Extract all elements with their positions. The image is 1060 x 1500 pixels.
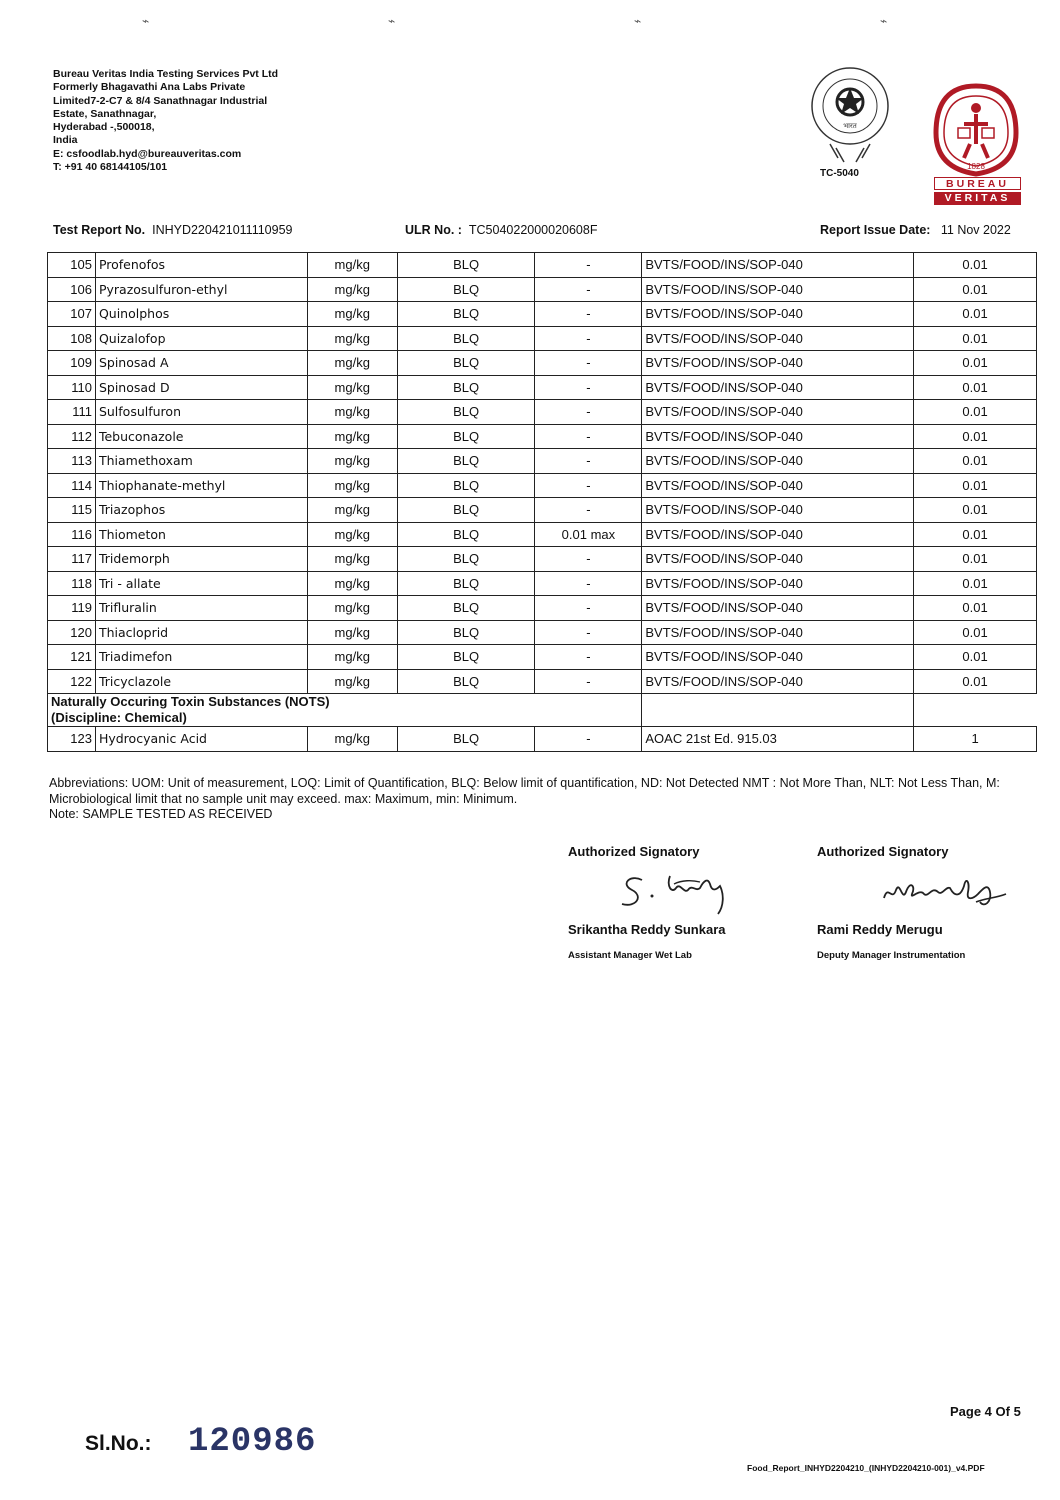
signatory-title: Authorized Signatory (817, 844, 949, 859)
signatory-designation: Assistant Manager Wet Lab (568, 950, 692, 961)
loq-cell: 1 (914, 727, 1037, 752)
address-line: Limited7-2-C7 & 8/4 Sanathnagar Industrial (53, 94, 268, 107)
method-cell: BVTS/FOOD/INS/SOP-040 (642, 473, 914, 498)
method-cell: BVTS/FOOD/INS/SOP-040 (642, 424, 914, 449)
table-row (48, 449, 1037, 474)
method-cell: BVTS/FOOD/INS/SOP-040 (642, 547, 914, 572)
uom-cell: mg/kg (307, 253, 397, 278)
sl-cell: 113 (48, 449, 96, 474)
result-cell: BLQ (397, 277, 535, 302)
sl-cell: 122 (48, 669, 96, 694)
parameter-cell: Spinosad D (95, 375, 307, 400)
loq-cell: 0.01 (914, 351, 1037, 376)
test-report-label: Test Report No. (53, 223, 146, 237)
sl-cell: 117 (48, 547, 96, 572)
uom-cell: mg/kg (307, 351, 397, 376)
signatory-1-details (568, 922, 726, 961)
parameter-cell: Profenofos (95, 253, 307, 278)
table-row (48, 547, 1037, 572)
uom-cell: mg/kg (307, 473, 397, 498)
loq-cell: 0.01 (914, 620, 1037, 645)
brand-year: 1828 (967, 162, 985, 171)
loq-cell: 0.01 (914, 473, 1037, 498)
table-row (48, 400, 1037, 425)
method-cell: BVTS/FOOD/INS/SOP-040 (642, 449, 914, 474)
table-row (48, 277, 1037, 302)
method-cell: BVTS/FOOD/INS/SOP-040 (642, 302, 914, 327)
uom-cell: mg/kg (307, 375, 397, 400)
section-title (48, 694, 642, 727)
method-cell: BVTS/FOOD/INS/SOP-040 (642, 522, 914, 547)
note-text: Note: SAMPLE TESTED AS RECEIVED (49, 807, 273, 821)
result-cell: BLQ (397, 326, 535, 351)
sl-cell: 116 (48, 522, 96, 547)
loq-cell: 0.01 (914, 571, 1037, 596)
sl-cell: 120 (48, 620, 96, 645)
ulr-label: ULR No. : (405, 223, 462, 237)
signatory-designation: Deputy Manager Instrumentation (817, 950, 966, 961)
limit-cell: - (535, 669, 642, 694)
sl-cell: 118 (48, 571, 96, 596)
limit-cell: - (535, 277, 642, 302)
brand-word-bureau: BUREAU (934, 177, 1021, 190)
serial-number-value: 120986 (188, 1423, 317, 1461)
signatory-name: Srikantha Reddy Sunkara (568, 922, 726, 937)
table-row (48, 522, 1037, 547)
limit-cell: - (535, 326, 642, 351)
limit-cell: - (535, 571, 642, 596)
parameter-cell: Sulfosulfuron (95, 400, 307, 425)
sl-cell: 119 (48, 596, 96, 621)
issue-date-value: 11 Nov 2022 (940, 223, 1011, 237)
parameter-cell: Thiometon (95, 522, 307, 547)
table-row (48, 669, 1037, 694)
limit-cell: - (535, 424, 642, 449)
result-cell: BLQ (397, 424, 535, 449)
result-cell: BLQ (397, 620, 535, 645)
result-cell: BLQ (397, 498, 535, 523)
table-row (48, 645, 1037, 670)
table-row (48, 424, 1037, 449)
method-cell: BVTS/FOOD/INS/SOP-040 (642, 326, 914, 351)
method-cell: BVTS/FOOD/INS/SOP-040 (642, 645, 914, 670)
parameter-cell: Pyrazosulfuron-ethyl (95, 277, 307, 302)
uom-cell: mg/kg (307, 727, 397, 752)
loq-cell: 0.01 (914, 302, 1037, 327)
signatory-1 (568, 844, 699, 859)
loq-cell: 0.01 (914, 547, 1037, 572)
result-cell: BLQ (397, 375, 535, 400)
loq-cell: 0.01 (914, 326, 1037, 351)
parameter-cell: Quinolphos (95, 302, 307, 327)
address-line: Formerly Bhagavathi Ana Labs Private (53, 81, 246, 94)
table-row (48, 253, 1037, 278)
test-report-value: INHYD220421011110959 (152, 223, 293, 237)
table-row (48, 326, 1037, 351)
result-cell: BLQ (397, 449, 535, 474)
page-number: Page 4 Of 5 (950, 1404, 1021, 1419)
sl-cell: 114 (48, 473, 96, 498)
table-row (48, 473, 1037, 498)
loq-cell: 0.01 (914, 253, 1037, 278)
result-cell: BLQ (397, 302, 535, 327)
sl-cell: 106 (48, 277, 96, 302)
result-cell: BLQ (397, 522, 535, 547)
loq-cell: 0.01 (914, 277, 1037, 302)
table-row (48, 596, 1037, 621)
result-cell: BLQ (397, 596, 535, 621)
parameter-cell: Tricyclazole (95, 669, 307, 694)
uom-cell: mg/kg (307, 302, 397, 327)
method-cell: BVTS/FOOD/INS/SOP-040 (642, 596, 914, 621)
table-row (48, 351, 1037, 376)
uom-cell: mg/kg (307, 498, 397, 523)
loq-cell: 0.01 (914, 498, 1037, 523)
sl-cell: 108 (48, 326, 96, 351)
loq-cell: 0.01 (914, 669, 1037, 694)
sl-cell: 109 (48, 351, 96, 376)
limit-cell: - (535, 645, 642, 670)
serial-number-label: Sl.No.: (85, 1432, 152, 1455)
signatory-title: Authorized Signatory (568, 844, 700, 859)
method-cell: BVTS/FOOD/INS/SOP-040 (642, 277, 914, 302)
result-cell: BLQ (397, 473, 535, 498)
address-line: Bureau Veritas India Testing Services Pvt Ltd (53, 68, 279, 80)
loq-cell: 0.01 (914, 522, 1037, 547)
method-cell: BVTS/FOOD/INS/SOP-040 (642, 498, 914, 523)
loq-cell: 0.01 (914, 424, 1037, 449)
uom-cell: mg/kg (307, 547, 397, 572)
limit-cell: - (535, 400, 642, 425)
parameter-cell: Thiacloprid (95, 620, 307, 645)
sl-cell: 105 (48, 253, 96, 278)
sl-cell: 123 (48, 727, 96, 752)
report-issue-date (820, 223, 1011, 237)
scan-mark: ⌁ (634, 14, 642, 28)
limit-cell: - (535, 727, 642, 752)
brand-word-veritas: VERITAS (934, 192, 1021, 205)
sl-cell: 110 (48, 375, 96, 400)
uom-cell: mg/kg (307, 620, 397, 645)
parameter-cell: Thiamethoxam (95, 449, 307, 474)
scan-mark: ⌁ (388, 14, 396, 28)
uom-cell: mg/kg (307, 571, 397, 596)
signature-1-icon (612, 866, 752, 918)
table-row (48, 375, 1037, 400)
uom-cell: mg/kg (307, 326, 397, 351)
section-empty-cell (642, 694, 914, 727)
limit-cell: - (535, 253, 642, 278)
sl-cell: 112 (48, 424, 96, 449)
method-cell: AOAC 21st Ed. 915.03 (642, 727, 914, 752)
uom-cell: mg/kg (307, 596, 397, 621)
limit-cell: - (535, 375, 642, 400)
sl-cell: 111 (48, 400, 96, 425)
method-cell: BVTS/FOOD/INS/SOP-040 (642, 400, 914, 425)
lab-phone: T: +91 40 68144105/101 (53, 161, 168, 174)
uom-cell: mg/kg (307, 645, 397, 670)
parameter-cell: Tridemorph (95, 547, 307, 572)
limit-cell: - (535, 547, 642, 572)
lab-email: E: csfoodlab.hyd@bureauveritas.com (53, 147, 242, 160)
parameter-cell: Tri - allate (95, 571, 307, 596)
limit-cell: - (535, 449, 642, 474)
address-line: India (53, 134, 78, 147)
limit-cell: - (535, 596, 642, 621)
method-cell: BVTS/FOOD/INS/SOP-040 (642, 351, 914, 376)
result-cell: BLQ (397, 727, 535, 752)
limit-cell: - (535, 473, 642, 498)
parameter-cell: Thiophanate-methyl (95, 473, 307, 498)
accreditation-code: TC-5040 (820, 168, 859, 179)
scan-mark: ⌁ (142, 14, 150, 28)
sl-cell: 107 (48, 302, 96, 327)
result-cell: BLQ (397, 253, 535, 278)
loq-cell: 0.01 (914, 449, 1037, 474)
sl-cell: 121 (48, 645, 96, 670)
test-report-number (53, 223, 292, 237)
result-cell: BLQ (397, 351, 535, 376)
parameter-cell: Trifluralin (95, 596, 307, 621)
loq-cell: 0.01 (914, 400, 1037, 425)
loq-cell: 0.01 (914, 375, 1037, 400)
parameter-cell: Quizalofop (95, 326, 307, 351)
accreditation-seal-icon (800, 66, 900, 184)
file-name: Food_Report_INHYD2204210_(INHYD2204210-001)_v4.PDF (747, 1463, 985, 1473)
lab-address (53, 68, 278, 174)
parameter-cell: Hydrocyanic Acid (95, 727, 307, 752)
limit-cell: 0.01 max (535, 522, 642, 547)
ulr-number (405, 223, 597, 237)
ulr-value: TC504022000020608F (468, 223, 598, 237)
method-cell: BVTS/FOOD/INS/SOP-040 (642, 253, 914, 278)
signatory-2 (817, 844, 948, 859)
method-cell: BVTS/FOOD/INS/SOP-040 (642, 375, 914, 400)
uom-cell: mg/kg (307, 277, 397, 302)
signatory-2-details (817, 922, 965, 961)
limit-cell: - (535, 620, 642, 645)
abbreviations-block (49, 776, 1034, 823)
result-cell: BLQ (397, 400, 535, 425)
parameter-cell: Tebuconazole (95, 424, 307, 449)
address-line: Hyderabad -,500018, (53, 121, 155, 134)
method-cell: BVTS/FOOD/INS/SOP-040 (642, 620, 914, 645)
uom-cell: mg/kg (307, 449, 397, 474)
parameter-cell: Triazophos (95, 498, 307, 523)
table-row (48, 727, 1037, 752)
table-row (48, 620, 1037, 645)
uom-cell: mg/kg (307, 400, 397, 425)
method-cell: BVTS/FOOD/INS/SOP-040 (642, 669, 914, 694)
signature-2-icon (880, 868, 1010, 918)
address-line: Estate, Sanathnagar, (53, 107, 157, 120)
table-row (48, 498, 1037, 523)
scan-mark: ⌁ (880, 14, 888, 28)
limit-cell: - (535, 498, 642, 523)
uom-cell: mg/kg (307, 669, 397, 694)
uom-cell: mg/kg (307, 424, 397, 449)
loq-cell: 0.01 (914, 645, 1037, 670)
parameter-cell: Spinosad A (95, 351, 307, 376)
table-row (48, 302, 1037, 327)
section-row (48, 694, 1037, 727)
signatory-name: Rami Reddy Merugu (817, 922, 943, 937)
table-row (48, 571, 1037, 596)
result-cell: BLQ (397, 645, 535, 670)
result-cell: BLQ (397, 571, 535, 596)
loq-cell: 0.01 (914, 596, 1037, 621)
section-title-line2: (Discipline: Chemical) (51, 710, 187, 725)
seal-text: भारत (843, 122, 857, 130)
parameter-cell: Triadimefon (95, 645, 307, 670)
section-title-line1: Naturally Occuring Toxin Substances (NOTS) (51, 694, 330, 709)
result-cell: BLQ (397, 547, 535, 572)
abbreviations-text: Abbreviations: UOM: Unit of measurement, LOQ: Limit of Quantification, BLQ: Below limit of quantification, ND: Not Detected NMT : Not More Than, NLT: Not Less Than, M: Microbiological limit that no sample unit may exceed. max: Maximum, min: Minimum. (49, 776, 1000, 806)
uom-cell: mg/kg (307, 522, 397, 547)
issue-date-label: Report Issue Date: (820, 223, 931, 237)
sl-cell: 115 (48, 498, 96, 523)
limit-cell: - (535, 302, 642, 327)
results-table (47, 252, 1037, 752)
method-cell: BVTS/FOOD/INS/SOP-040 (642, 571, 914, 596)
result-cell: BLQ (397, 669, 535, 694)
limit-cell: - (535, 351, 642, 376)
